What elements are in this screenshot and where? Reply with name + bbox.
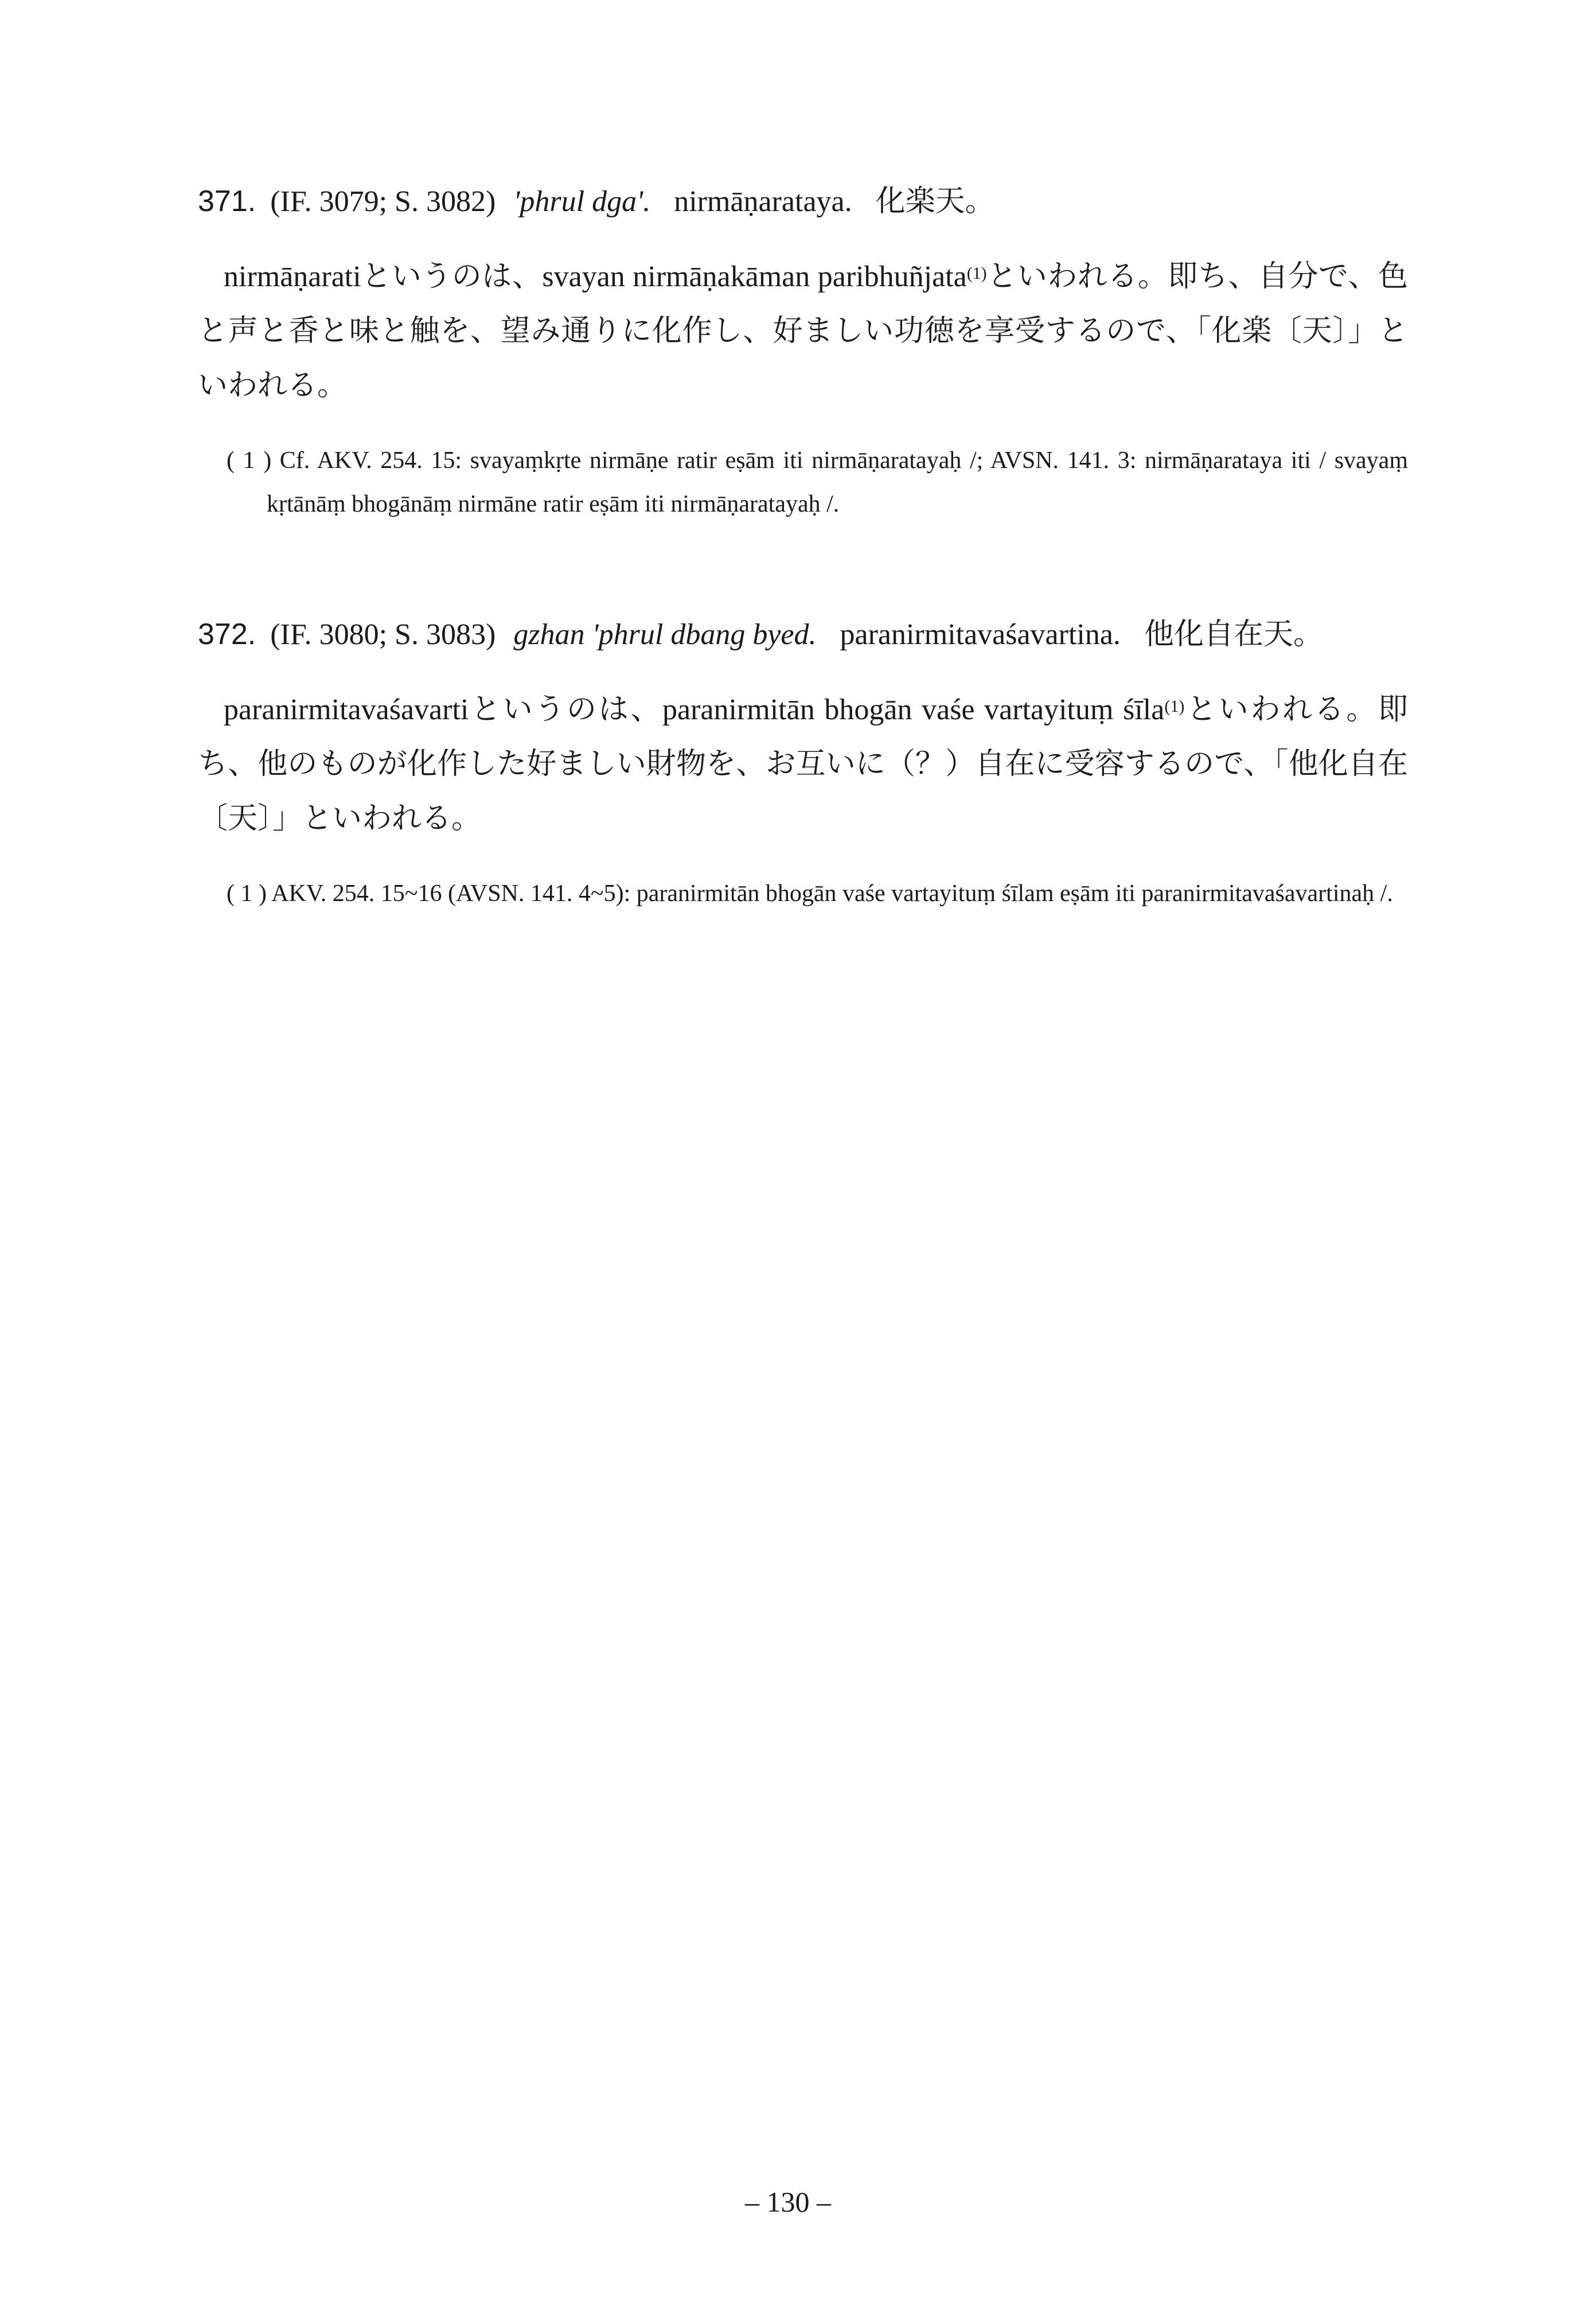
entry-heading xyxy=(198,184,1408,220)
sanskrit-term: paranirmitavaśavartina. xyxy=(840,618,1121,651)
entry-number: 372. xyxy=(198,618,256,651)
tibetan-term: 'phrul dga'. xyxy=(513,185,651,218)
entry-heading xyxy=(198,617,1408,653)
footnote: ( 1 ) AKV. 254. 15~16 (AVSN. 141. 4~5): paranirmitān bhogān vaśe vartayituṃ śīlam eṣām iti paranirmitavaśavartinaḥ /. xyxy=(227,880,1393,907)
sanskrit-term: nirmāṇarataya. xyxy=(674,185,852,218)
entry-body xyxy=(198,249,1408,413)
footnote: ( 1 ) Cf. AKV. 254. 15: svayaṃkṛte nirmāṇe ratir eṣām iti nirmāṇaratayaḥ /; AVSN. 141. 3: nirmāṇarataya iti / svayaṃ kṛtānāṃ bhogānāṃ nirmāne ratir eṣām iti nirmāṇaratayaḥ /. xyxy=(227,447,1408,518)
entry-reference: (IF. 3080; S. 3083) xyxy=(270,618,496,651)
body-text-start: nirmāṇaratiというのは、svayan nirmāṇakāman paribhuñjata xyxy=(224,260,967,294)
entry-reference: (IF. 3079; S. 3082) xyxy=(270,185,496,218)
entry-number: 371. xyxy=(198,185,256,218)
entry-371 xyxy=(198,184,1408,526)
body-text-start: paranirmitavaśavartiというのは、paranirmitān bhogān vaśe vartayituṃ śīla xyxy=(224,693,1165,727)
body-text-end: といわれる。即ち、他のものが化作した好ましい財物を、お互いに（？）自在に受容するので、「他化自在〔天〕」といわれる。 xyxy=(198,693,1408,836)
chinese-term: 他化自在天。 xyxy=(1144,618,1323,651)
body-text-end: といわれる。即ち、自分で、色と声と香と味と触を、望み通りに化作し、好ましい功徳を享受するので、「化楽〔天〕」といわれる。 xyxy=(198,260,1409,403)
page-number: – 130 – xyxy=(745,2186,831,2218)
tibetan-term: gzhan 'phrul dbang byed. xyxy=(513,618,817,651)
chinese-term: 化楽天。 xyxy=(875,185,995,218)
entry-body xyxy=(198,683,1408,846)
footnote-marker: (1) xyxy=(966,264,987,283)
entry-372 xyxy=(198,617,1408,915)
footnote-marker: (1) xyxy=(1164,697,1185,716)
